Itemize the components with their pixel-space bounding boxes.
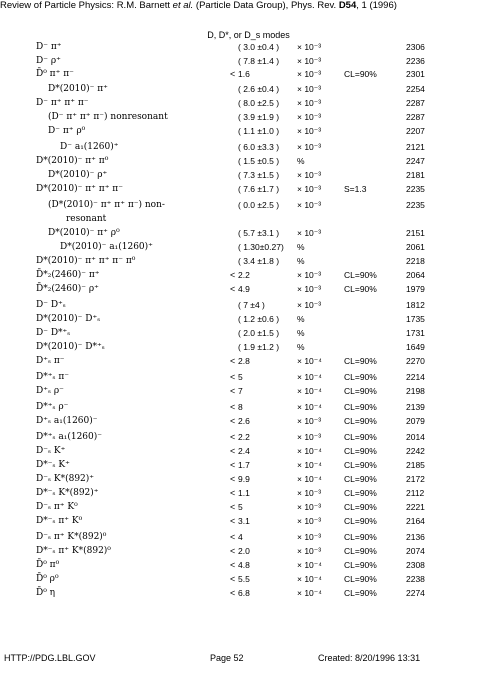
momentum-value: 2247 [406,156,425,166]
momentum-value: 2074 [406,546,425,556]
decay-mode: (D⁻ π⁺ π⁺ π⁻) nonresonant [48,112,168,122]
decay-mode: D̄*₂(2460)⁻ π⁺ [36,270,100,280]
decay-mode: D⁻ π⁺ π⁺ π⁻ [36,98,89,108]
fraction-unit: × 10⁻⁴ [297,474,322,484]
decay-mode: D*(2010)⁻ D*⁺ₛ [36,342,105,352]
table-row [0,473,497,486]
momentum-value: 2214 [406,372,425,382]
fraction-unit: × 10⁻³ [297,532,322,542]
decay-mode: D̄*₂(2460)⁻ ρ⁺ [36,284,99,294]
table-row [0,283,497,296]
upper-limit-sign: < [230,270,236,280]
fraction-value: 5 [238,502,243,512]
fraction-unit: × 10⁻³ [297,126,322,136]
momentum-value: 1979 [406,284,425,294]
decay-mode: D*(2010)⁻ π⁺ π⁰ [36,156,109,166]
fraction-value: 2.8 [238,356,250,366]
momentum-value: 2274 [406,588,425,598]
fraction-unit: × 10⁻³ [297,488,322,498]
fraction-unit: × 10⁻³ [297,228,322,238]
table-row [0,155,497,168]
table-row [0,355,497,368]
momentum-value: 2151 [406,228,425,238]
decay-mode: D⁻ₛ π⁺ K⁰ [36,502,78,512]
table-row [0,68,497,81]
table-row [0,299,497,312]
decay-mode: D⁻ ρ⁺ [36,56,61,66]
fraction-value: 2.4 [238,446,250,456]
header-group: (Particle Data Group), Phys. Rev. [193,0,339,11]
fraction-unit: × 10⁻⁴ [297,402,322,412]
momentum-value: 2136 [406,532,425,542]
fraction-unit: × 10⁻³ [297,84,322,94]
confidence-or-scale: CL=90% [344,69,377,79]
momentum-value: 2181 [406,170,425,180]
decay-mode: D*⁻ₛ π⁺ K*(892)⁰ [36,546,111,556]
fraction-unit: × 10⁻³ [297,546,322,556]
fraction-unit: × 10⁻³ [297,432,322,442]
confidence-or-scale: CL=90% [344,284,377,294]
header-etal: et al. [172,0,194,11]
decay-mode: D*(2010)⁻ π⁺ π⁺ π⁻ π⁰ [36,256,136,266]
confidence-or-scale: CL=90% [344,560,377,570]
fraction-unit: % [297,256,305,266]
decay-mode: D⁻ₛ K*(892)⁺ [36,474,95,484]
upper-limit-sign: < [230,386,236,396]
fraction-unit: × 10⁻⁴ [297,446,322,456]
decay-mode: D⁻ a₁(1260)⁺ [60,142,119,152]
fraction-unit: × 10⁻⁴ [297,560,322,570]
table-row [0,401,497,414]
fraction-unit: × 10⁻³ [297,42,322,52]
fraction-unit: × 10⁻⁴ [297,386,322,396]
table-row [0,227,497,240]
momentum-value: 2218 [406,256,425,266]
momentum-value: 1735 [406,314,425,324]
table-row [0,371,497,384]
momentum-value: 2061 [406,242,425,252]
upper-limit-sign: < [230,588,236,598]
upper-limit-sign: < [230,560,236,570]
momentum-value: 2235 [406,200,425,210]
decay-mode: D⁻ π⁺ ρ⁰ [48,126,86,136]
table-row [0,341,497,354]
table-row [0,199,497,212]
upper-limit-sign: < [230,546,236,556]
momentum-value: 2301 [406,69,425,79]
table-row [0,385,497,398]
fraction-unit: × 10⁻³ [297,270,322,280]
decay-mode: D*(2010)⁻ ρ⁺ [48,170,108,180]
header-journal: D54 [338,0,357,11]
confidence-or-scale: CL=90% [344,502,377,512]
confidence-or-scale: CL=90% [344,356,377,366]
fraction-value: ( 7 ±4 ) [238,300,265,310]
decay-mode: D*⁻ₛ π⁺ K⁰ [36,516,83,526]
table-row [0,445,497,458]
fraction-value: ( 1.9 ±1.2 ) [238,342,280,352]
upper-limit-sign: < [230,516,236,526]
fraction-unit: % [297,314,305,324]
header-volpage: , 1 (1996) [356,0,397,11]
decay-mode: D⁺ₛ a₁(1260)⁻ [36,416,98,426]
fraction-unit: % [297,328,305,338]
decay-mode: D⁻ D*⁺ₛ [36,328,71,338]
momentum-value: 2221 [406,502,425,512]
table-row [0,487,497,500]
momentum-value: 2235 [406,184,425,194]
decay-mode: D̄⁰ π⁺ π⁻ [36,69,74,79]
fraction-unit: × 10⁻³ [297,142,322,152]
fraction-value: 8 [238,402,243,412]
momentum-value: 2185 [406,460,425,470]
fraction-value: 2.6 [238,416,250,426]
decay-mode: D*(2010)⁻ a₁(1260)⁺ [60,242,153,252]
confidence-or-scale: S=1.3 [344,184,367,194]
decay-mode: D*⁺ₛ ρ⁻ [36,402,69,412]
fraction-unit: × 10⁻⁴ [297,460,322,470]
fraction-value: 1.1 [238,488,250,498]
fraction-value: ( 7.3 ±1.5 ) [238,170,280,180]
fraction-value: 4 [238,532,243,542]
fraction-value: 7 [238,386,243,396]
fraction-value: 2.0 [238,546,250,556]
confidence-or-scale: CL=90% [344,488,377,498]
fraction-value: 3.1 [238,516,250,526]
confidence-or-scale: CL=90% [344,416,377,426]
fraction-unit: × 10⁻³ [297,112,322,122]
fraction-value: 6.8 [238,588,250,598]
table-row [0,183,497,196]
fraction-value: ( 7.6 ±1.7 ) [238,184,280,194]
table-row [0,169,497,182]
fraction-value: ( 2.0 ±1.5 ) [238,328,280,338]
momentum-value: 2014 [406,432,425,442]
confidence-or-scale: CL=90% [344,402,377,412]
fraction-unit: × 10⁻⁴ [297,356,322,366]
fraction-unit: × 10⁻³ [297,300,322,310]
fraction-unit: × 10⁻³ [297,170,322,180]
table-row [0,559,497,572]
fraction-value: 4.8 [238,560,250,570]
decay-mode: D̄⁰ π⁰ [36,560,60,570]
fraction-value: 2.2 [238,432,250,442]
decay-mode: D*⁻ₛ K*(892)⁺ [36,488,99,498]
confidence-or-scale: CL=90% [344,446,377,456]
momentum-value: 2242 [406,446,425,456]
fraction-unit: × 10⁻³ [297,502,322,512]
table-row [0,55,497,68]
section-title: D, D*, or D_s modes [207,30,290,40]
confidence-or-scale: CL=90% [344,546,377,556]
decay-mode: D*(2010)⁻ π⁺ π⁺ π⁻ [36,184,123,194]
confidence-or-scale: CL=90% [344,460,377,470]
upper-limit-sign: < [230,460,236,470]
decay-mode: D⁻ₛ K⁺ [36,446,66,456]
fraction-value: ( 7.8 ±1.4 ) [238,56,280,66]
fraction-value: ( 1.1 ±1.0 ) [238,126,280,136]
fraction-value: ( 0.0 ±2.5 ) [238,200,280,210]
header-prefix: Review of Particle Physics: [0,0,117,11]
table-row [0,255,497,268]
confidence-or-scale: CL=90% [344,372,377,382]
upper-limit-sign: < [230,416,236,426]
momentum-value: 2079 [406,416,425,426]
fraction-value: ( 6.0 ±3.3 ) [238,142,280,152]
upper-limit-sign: < [230,574,236,584]
table-row [0,241,497,254]
momentum-value: 1731 [406,328,425,338]
momentum-value: 2306 [406,42,425,52]
momentum-value: 2236 [406,56,425,66]
fraction-value: 9.9 [238,474,250,484]
table-row [0,431,497,444]
footer-created: Created: 8/20/1996 13:31 [318,653,421,663]
momentum-value: 2287 [406,112,425,122]
table-row [0,587,497,600]
momentum-value: 2064 [406,270,425,280]
table-row [0,501,497,514]
table-row [0,269,497,282]
confidence-or-scale: CL=90% [344,532,377,542]
confidence-or-scale: CL=90% [344,516,377,526]
table-row [0,141,497,154]
fraction-unit: × 10⁻⁴ [297,588,322,598]
upper-limit-sign: < [230,488,236,498]
upper-limit-sign: < [230,284,236,294]
fraction-unit: % [297,242,305,252]
decay-mode: D*(2010)⁻ D⁺ₛ [36,314,101,324]
table-row [0,531,497,544]
momentum-value: 2287 [406,98,425,108]
momentum-value: 2172 [406,474,425,484]
fraction-unit: × 10⁻⁴ [297,372,322,382]
fraction-value: 1.6 [238,69,250,79]
momentum-value: 2270 [406,356,425,366]
fraction-value: ( 8.0 ±2.5 ) [238,98,280,108]
fraction-value: ( 5.7 ±3.1 ) [238,228,280,238]
momentum-value: 2207 [406,126,425,136]
momentum-value: 2238 [406,574,425,584]
decay-mode: D⁻ₛ π⁺ K*(892)⁰ [36,532,107,542]
upper-limit-sign: < [230,402,236,412]
fraction-unit: × 10⁻³ [297,284,322,294]
decay-mode: D⁻ π⁺ [36,42,62,52]
momentum-value: 1812 [406,300,425,310]
table-row [0,41,497,54]
momentum-value: 1649 [406,342,425,352]
fraction-value: ( 1.2 ±0.6 ) [238,314,280,324]
table-row [0,213,497,226]
momentum-value: 2254 [406,84,425,94]
fraction-unit: × 10⁻³ [297,516,322,526]
fraction-unit: × 10⁻³ [297,69,322,79]
confidence-or-scale: CL=90% [344,270,377,280]
decay-mode: D⁺ₛ π⁻ [36,356,65,366]
fraction-value: 5.5 [238,574,250,584]
fraction-unit: × 10⁻³ [297,200,322,210]
fraction-unit: × 10⁻³ [297,56,322,66]
confidence-or-scale: CL=90% [344,574,377,584]
footer-page: Page 52 [210,653,244,663]
running-header [0,0,497,12]
fraction-value: 2.2 [238,270,250,280]
upper-limit-sign: < [230,446,236,456]
upper-limit-sign: < [230,69,236,79]
fraction-unit: % [297,342,305,352]
fraction-value: ( 1.30±0.27) [238,242,284,252]
decay-mode: D*⁺ₛ π⁻ [36,372,70,382]
momentum-value: 2198 [406,386,425,396]
decay-mode: D̄⁰ η [36,588,56,598]
decay-mode: D⁻ D⁺ₛ [36,300,66,310]
table-row [0,111,497,124]
fraction-unit: × 10⁻³ [297,184,322,194]
confidence-or-scale: CL=90% [344,386,377,396]
table-row [0,125,497,138]
upper-limit-sign: < [230,474,236,484]
fraction-unit: % [297,156,305,166]
table-row [0,83,497,96]
momentum-value: 2308 [406,560,425,570]
fraction-value: 4.9 [238,284,250,294]
confidence-or-scale: CL=90% [344,474,377,484]
table-row [0,573,497,586]
momentum-value: 2164 [406,516,425,526]
confidence-or-scale: CL=90% [344,588,377,598]
fraction-unit: × 10⁻⁴ [297,574,322,584]
momentum-value: 2121 [406,142,425,152]
decay-mode: D*⁻ₛ K⁺ [36,460,70,470]
decay-mode: D*(2010)⁻ π⁺ [48,84,108,94]
fraction-value: ( 3.9 ±1.9 ) [238,112,280,122]
decay-mode: D̄⁰ ρ⁰ [36,574,59,584]
upper-limit-sign: < [230,356,236,366]
header-authors: R.M. Barnett [116,0,173,11]
decay-mode: (D*(2010)⁻ π⁺ π⁺ π⁻) non- [48,200,165,210]
decay-mode: resonant [66,214,107,224]
fraction-unit: × 10⁻³ [297,98,322,108]
table-row [0,313,497,326]
confidence-or-scale: CL=90% [344,432,377,442]
fraction-value: ( 2.6 ±0.4 ) [238,84,280,94]
upper-limit-sign: < [230,532,236,542]
table-row [0,415,497,428]
decay-mode: D*⁺ₛ a₁(1260)⁻ [36,432,103,442]
upper-limit-sign: < [230,432,236,442]
table-row [0,327,497,340]
decay-mode: D⁺ₛ ρ⁻ [36,386,64,396]
momentum-value: 2139 [406,402,425,412]
fraction-value: 5 [238,372,243,382]
upper-limit-sign: < [230,372,236,382]
table-row [0,545,497,558]
table-row [0,459,497,472]
table-row [0,97,497,110]
fraction-value: ( 3.4 ±1.8 ) [238,256,280,266]
fraction-value: ( 1.5 ±0.5 ) [238,156,280,166]
momentum-value: 2112 [406,488,425,498]
fraction-value: 1.7 [238,460,250,470]
fraction-unit: × 10⁻³ [297,416,322,426]
fraction-value: ( 3.0 ±0.4 ) [238,42,280,52]
footer-url[interactable]: HTTP://PDG.LBL.GOV [4,653,96,663]
table-row [0,515,497,528]
decay-mode: D*(2010)⁻ π⁺ ρ⁰ [48,228,120,238]
upper-limit-sign: < [230,502,236,512]
